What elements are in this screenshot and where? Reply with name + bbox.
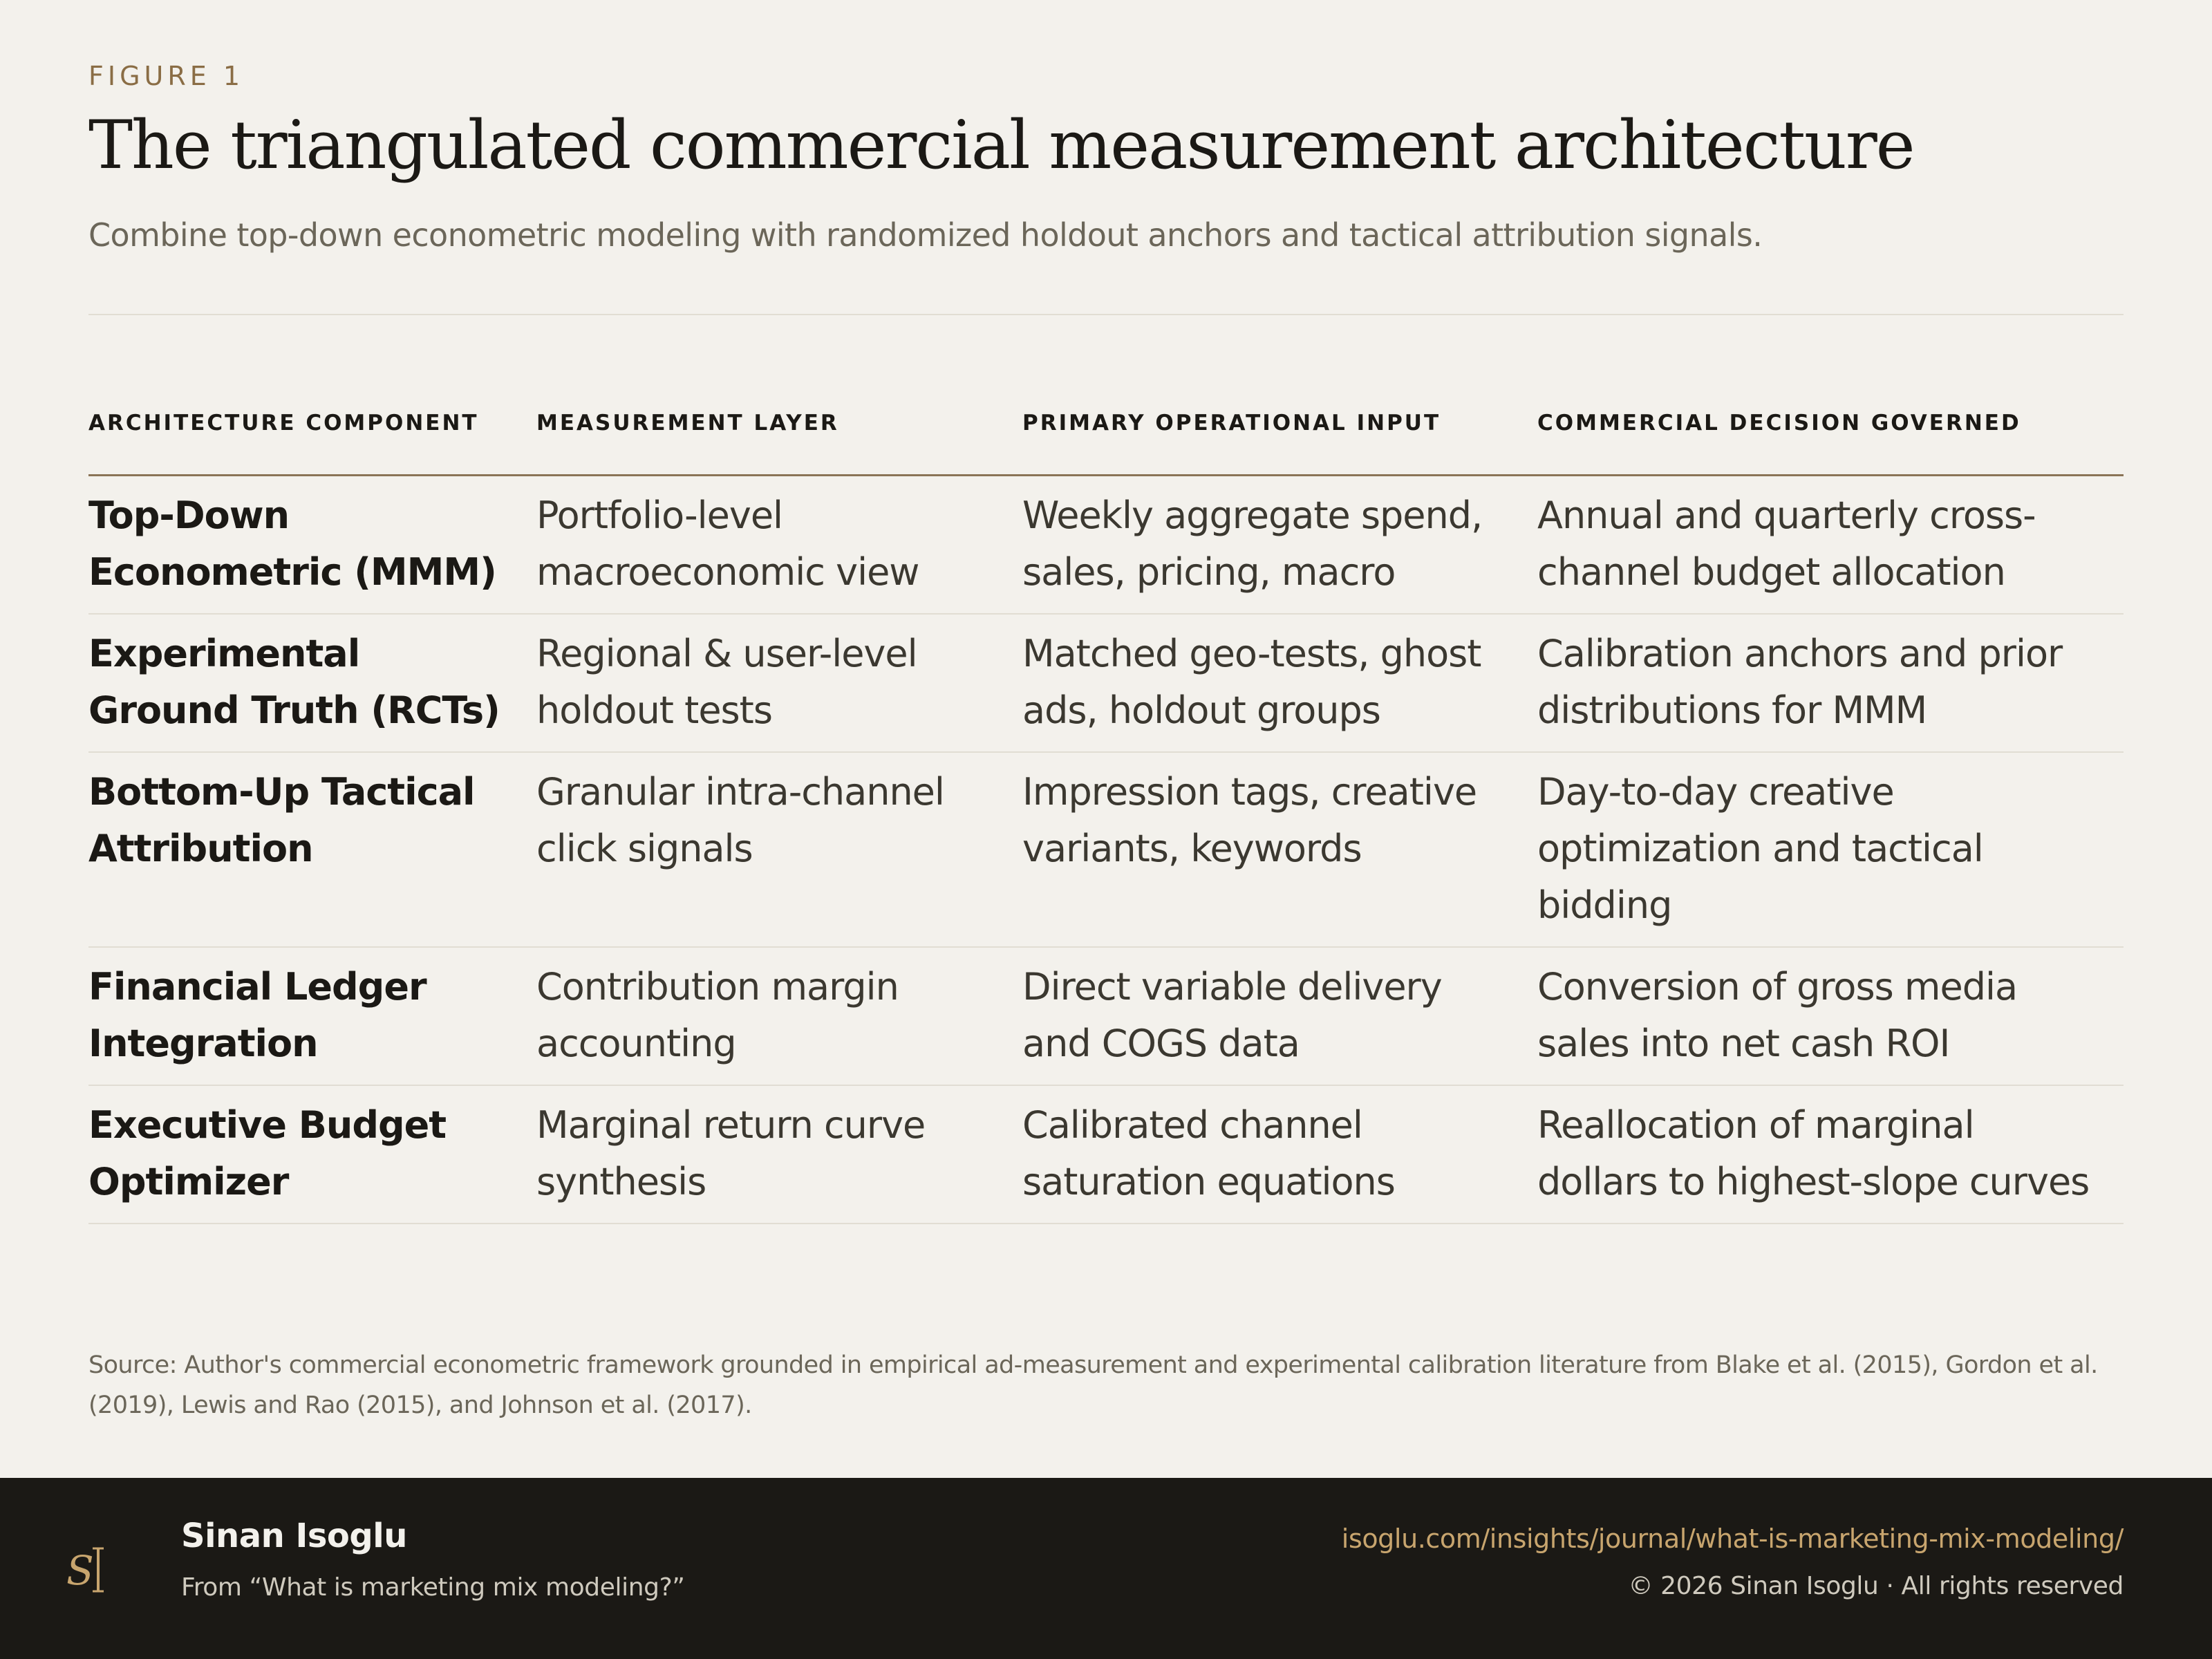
layer-cell: Portfolio-level macroeconomic view [536, 476, 1022, 615]
layer-cell: Regional & user-level holdout tests [536, 614, 1022, 752]
decision-cell: Calibration anchors and prior distributions for MMM [1537, 614, 2124, 752]
article-reference: From “What is marketing mix modeling?” [181, 1573, 685, 1602]
input-cell: Weekly aggregate spend, sales, pricing, macro [1022, 476, 1537, 615]
svg-text:S: S [66, 1547, 94, 1594]
component-cell: Experimental Ground Truth (RCTs) [88, 614, 536, 752]
table-row [88, 752, 2124, 947]
component-cell: Top-Down Econometric (MMM) [88, 476, 536, 615]
architecture-table [88, 401, 2124, 1224]
input-cell: Impression tags, creative variants, keywords [1022, 752, 1537, 947]
component-cell: Executive Budget Optimizer [88, 1085, 536, 1224]
copyright-notice: © 2026 Sinan Isoglu · All rights reserved [1628, 1572, 2124, 1600]
column-header-layer: MEASUREMENT LAYER [536, 401, 1022, 476]
column-header-input: PRIMARY OPERATIONAL INPUT [1022, 401, 1537, 476]
figure-label: FIGURE 1 [88, 61, 244, 91]
figure-title: The triangulated commercial measurement architecture [88, 106, 1914, 184]
input-cell: Calibrated channel saturation equations [1022, 1085, 1537, 1224]
decision-cell: Day-to-day creative optimization and tactical bidding [1537, 752, 2124, 947]
table-header-row [88, 401, 2124, 476]
decision-cell: Conversion of gross media sales into net cash ROI [1537, 947, 2124, 1085]
table-row [88, 476, 2124, 615]
component-cell: Bottom-Up Tactical Attribution [88, 752, 536, 947]
table-row [88, 947, 2124, 1085]
article-url-link[interactable]: isoglu.com/insights/journal/what-is-marketing-mix-modeling/ [1341, 1524, 2124, 1554]
input-cell: Matched geo-tests, ghost ads, holdout groups [1022, 614, 1537, 752]
divider [88, 314, 2124, 315]
layer-cell: Marginal return curve synthesis [536, 1085, 1022, 1224]
column-header-component: ARCHITECTURE COMPONENT [88, 401, 536, 476]
decision-cell: Annual and quarterly cross-channel budget allocation [1537, 476, 2124, 615]
column-header-decision: COMMERCIAL DECISION GOVERNED [1537, 401, 2124, 476]
table-row [88, 1085, 2124, 1224]
component-cell: Financial Ledger Integration [88, 947, 536, 1085]
source-note: Source: Author's commercial econometric framework grounded in empirical ad-measurement and experimental calibration literature from Blake et al. (2015), Gordon et al. (2019), Lewis and Rao (2015), and Johnson et al. (2017). [88, 1351, 2098, 1419]
author-name: Sinan Isoglu [181, 1517, 407, 1555]
layer-cell: Contribution margin accounting [536, 947, 1022, 1085]
layer-cell: Granular intra-channel click signals [536, 752, 1022, 947]
footer-bar [0, 1478, 2212, 1659]
input-cell: Direct variable delivery and COGS data [1022, 947, 1537, 1085]
si-monogram-icon [64, 1541, 119, 1597]
figure-subtitle: Combine top-down econometric modeling with randomized holdout anchors and tactical attribution signals. [88, 216, 1763, 254]
table-row [88, 614, 2124, 752]
decision-cell: Reallocation of marginal dollars to highest-slope curves [1537, 1085, 2124, 1224]
